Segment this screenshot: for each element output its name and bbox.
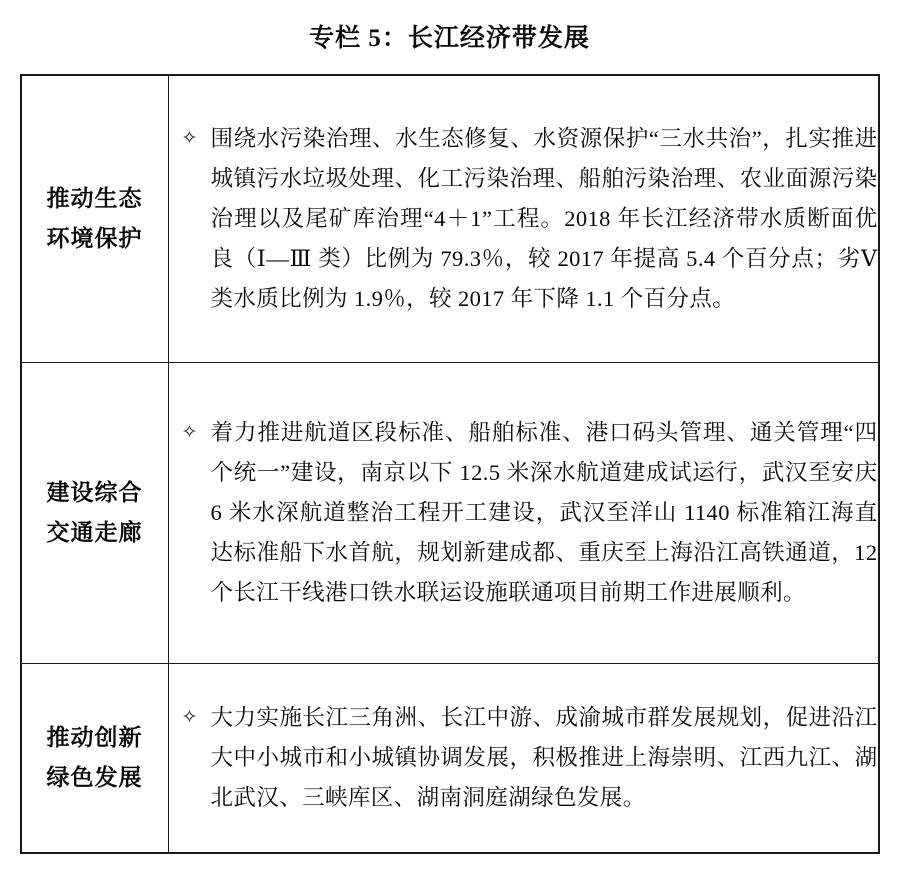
row-label-innovation (21, 664, 169, 854)
row-label-ecology (21, 75, 169, 363)
row-label-line: 推动创新 (46, 725, 143, 750)
table-row (21, 75, 879, 363)
row-paragraph: 着力推进航道区段标准、船舶标准、港口码头管理、通关管理“四个统一”建设，南京以下 12.5 米深水航道建成试运行，武汉至安庆 6 米水深航道整治工程开工建设，武汉至洋山 1140 标准箱江海直达标准船下水首航，规划新建成都、重庆至上海沿江高铁通道，12 个长江干线港口铁水联运设施联通项目前期工作进展顺利。 (210, 420, 878, 605)
row-label-line: 推动生态 (46, 186, 143, 211)
row-label-line: 绿色发展 (46, 765, 143, 790)
feature-box-table (20, 74, 880, 854)
row-body-innovation (168, 664, 879, 854)
row-label-transport (21, 363, 169, 664)
row-body-transport (168, 363, 879, 664)
row-label-line: 环境保护 (46, 226, 143, 251)
diamond-bullet-icon: ✧ (181, 707, 198, 728)
document-page (0, 18, 899, 880)
row-paragraph: 大力实施长江三角洲、长江中游、成渝城市群发展规划，促进沿江大中小城市和小城镇协调发展，积极推进上海崇明、江西九江、湖北武汉、三峡库区、湖南洞庭湖绿色发展。 (210, 705, 878, 810)
diamond-bullet-icon: ✧ (181, 422, 198, 443)
row-label-line: 建设综合 (46, 480, 143, 505)
table-row (21, 363, 879, 664)
diamond-bullet-icon: ✧ (181, 128, 198, 149)
table-row (21, 664, 879, 854)
row-label-line: 交通走廊 (46, 520, 143, 545)
page-title: 专栏 5：长江经济带发展 (309, 25, 590, 52)
row-body-ecology (168, 75, 879, 363)
row-paragraph: 围绕水污染治理、水生态修复、水资源保护“三水共治”，扎实推进城镇污水垃圾处理、化工污染治理、船舶污染治理、农业面源污染治理以及尾矿库治理“4＋1”工程。2018 年长江经济带水质断面优良（Ⅰ—Ⅲ 类）比例为 79.3％，较 2017 年提高 5.4 个百分点；劣Ⅴ类水质比例为 1.9％，较 2017 年下降 1.1 个百分点。 (210, 126, 878, 311)
